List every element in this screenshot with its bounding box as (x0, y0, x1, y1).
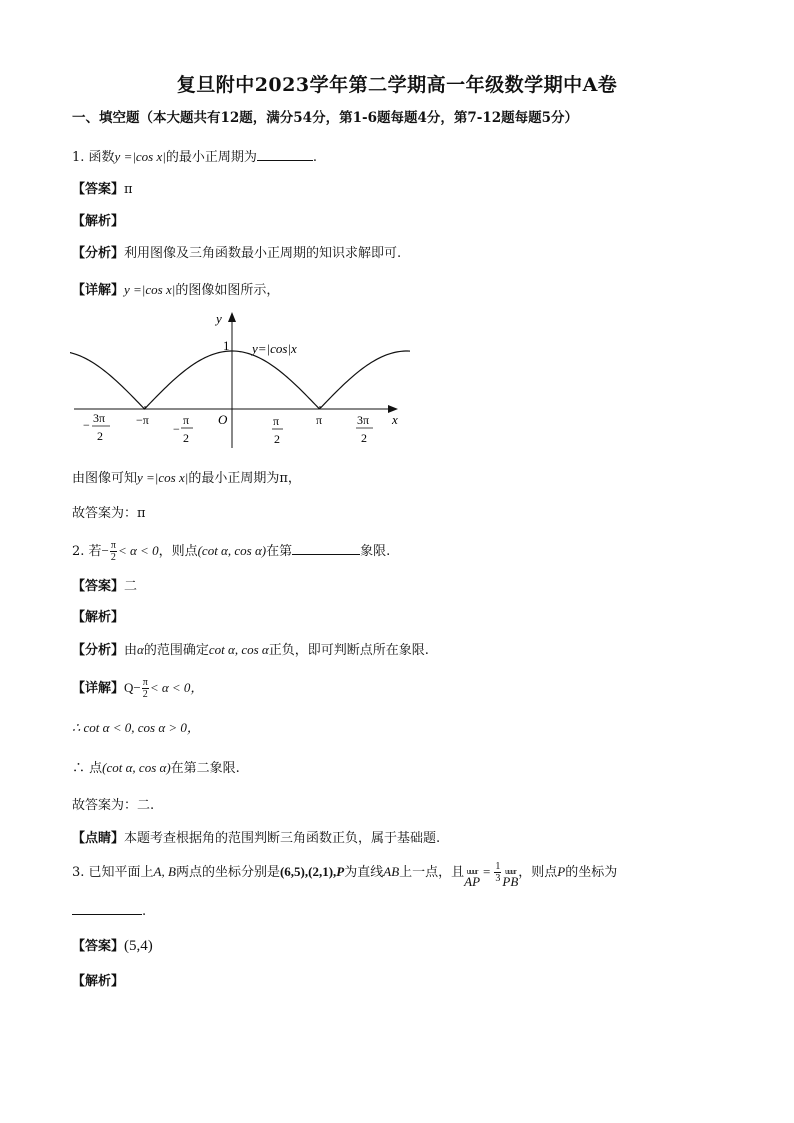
q2-end: 象限. (360, 544, 391, 559)
q1-detail (72, 280, 279, 301)
q3-frac-den: 3 (495, 873, 501, 884)
y-axis-arrow (228, 312, 236, 322)
q2-comment (72, 829, 440, 849)
q3-vec-ap (464, 867, 480, 887)
q1-blank (257, 146, 313, 161)
q2-therefore2-point: (cot α, cos α) (102, 760, 171, 775)
q2-final: 故答案为：二. (72, 798, 155, 813)
q1-final: 故答案为：π (72, 506, 146, 521)
tick-label-minus: − (83, 418, 90, 432)
q2-cond-den: 2 (110, 552, 116, 563)
q2-answer-value: 二 (124, 579, 138, 594)
q2-analysis (72, 608, 124, 628)
y-axis-label: y (216, 311, 222, 326)
detail-tag: 【详解】 (72, 283, 125, 298)
q3-p: P (336, 864, 345, 879)
detail-tag-2: 【详解】 (72, 681, 125, 696)
q2-fenxi-pre: 由 (124, 643, 138, 658)
curve-label: y=|cos|x (252, 341, 297, 356)
tick-label-minus-2: − (173, 422, 180, 436)
q2-detail (72, 677, 203, 700)
tick-label-3pi2-den: 2 (361, 431, 367, 445)
tick-label-neg-pi2-den: 2 (183, 431, 189, 445)
q3-mid4: ，则点 (518, 865, 558, 880)
q3-mid1: 两点的坐标分别是 (175, 865, 280, 880)
q2-detail-minus: − (133, 680, 141, 695)
q3-frac-num: 1 (495, 861, 501, 872)
q1-number: 1. 函数 (72, 150, 115, 165)
q2-fenxi-mid: 的范围确定 (143, 643, 209, 658)
q2-fenxi (72, 640, 429, 661)
tick-label-pi2-num: π (273, 414, 280, 428)
analysis-tag: 【解析】 (72, 214, 125, 229)
fenxi-tag: 【分析】 (72, 246, 125, 261)
q2-therefore2-pre: ∴ 点 (72, 761, 103, 776)
tick-label-neg-pi: −π (136, 413, 149, 427)
q1-conclusion-mid: 的最小正周期为 (188, 471, 280, 486)
q3-coords: (6,5),(2,1), (279, 864, 337, 879)
q2-fenxi-end: 正负，即可判断点所在象限. (268, 643, 429, 658)
q1-fenxi-text: 利用图像及三角函数最小正周期的知识求解即可. (124, 246, 402, 261)
analysis-tag-3: 【解析】 (72, 974, 125, 989)
q2-therefore-2 (72, 758, 240, 779)
tick-label-pi: π (316, 413, 323, 427)
q2-comment-text: 本题考查根据角的范围判断三角函数正负，属于基础题. (124, 831, 441, 846)
q2-fenxi-alpha: α (137, 642, 144, 657)
q3-vec-pb-label: PB (502, 874, 519, 889)
q3-mid2: 为直线 (344, 865, 384, 880)
q3-eq: = (483, 864, 491, 879)
q2-cond-num: π (110, 540, 116, 551)
q2-cond-frac (110, 540, 117, 563)
q3-vec-ap-label: AP (464, 874, 481, 889)
q2-text: 在第 (266, 544, 293, 559)
q1-conclusion-func: y =|cos x| (137, 470, 189, 485)
question-1 (72, 146, 317, 168)
q2-point: (cot α, cos α) (197, 543, 267, 558)
section-heading: 一、填空题（本大题共有12题，满分54分，第1-6题每题4分，第7-12题每题5分） (72, 110, 579, 126)
q3-mid3: 上一点，且 (399, 865, 465, 880)
origin-label: O (218, 412, 228, 427)
x-axis-label: x (392, 412, 398, 427)
q3-end: . (142, 904, 147, 919)
q2-answer (72, 577, 137, 597)
q1-answer (72, 180, 133, 200)
tick-label-neg-3pi2-num: 3π (93, 411, 106, 425)
one-label: 1 (223, 338, 230, 353)
analysis-tag-2: 【解析】 (72, 610, 125, 625)
q2-detail-rest: < α < 0， (149, 680, 204, 695)
q1-conclusion-end: π， (279, 471, 301, 486)
q2-therefore-1: ∴ cot α < 0, cos α > 0， (72, 720, 200, 735)
page-title: 复旦附中2023学年第二学期高一年级数学期中A卷 (176, 74, 618, 96)
q2-detail-frac (142, 677, 149, 700)
question-2 (72, 540, 390, 563)
q2-cond-rest: < α < 0 (117, 543, 159, 558)
q3-vec-ap-mark: uuur (466, 867, 478, 876)
q1-answer-value: π (124, 182, 133, 197)
answer-tag: 【答案】 (72, 182, 125, 197)
q1-conclusion-pre: 由图像可知 (72, 471, 138, 486)
q3-answer-value: (5,4) (124, 938, 153, 954)
tick-label-pi2-den: 2 (274, 432, 280, 446)
tick-label-neg-pi2-num: π (183, 413, 190, 427)
cos-abs-graph (70, 308, 410, 458)
q1-fenxi (72, 244, 401, 264)
q1-conclusion (72, 468, 301, 489)
q2-detail-num: π (142, 677, 148, 688)
q1-detail-text: 的图像如图所示， (175, 283, 280, 298)
q2-minus: − (101, 543, 109, 558)
q1-analysis (72, 212, 124, 232)
q2-number: 2. 若 (72, 544, 102, 559)
q3-line: AB (383, 864, 400, 879)
q3-blank-line (72, 900, 146, 922)
q3-vec-pb (502, 867, 518, 887)
answer-tag-2: 【答案】 (72, 579, 125, 594)
answer-tag-3: 【答案】 (72, 939, 125, 954)
q1-end: . (312, 150, 317, 165)
q3-end-text: 的坐标为 (565, 865, 618, 880)
q2-blank (292, 540, 360, 555)
question-3 (72, 858, 617, 887)
comment-tag: 【点睛】 (72, 831, 125, 846)
tick-label-3pi2-num: 3π (357, 413, 370, 427)
tick-label-neg-3pi2-den: 2 (97, 429, 103, 443)
q2-fenxi-fn: cot α, cos α (208, 642, 269, 657)
q3-answer (72, 936, 153, 957)
q2-therefore2-end: 在第二象限. (170, 761, 240, 776)
q3-blank (72, 900, 142, 915)
q2-detail-q: Q (124, 680, 134, 695)
q3-ab: A, B (153, 864, 176, 879)
q3-vec-pb-mark: uuur (505, 867, 516, 876)
q2-detail-den: 2 (142, 689, 148, 700)
q3-frac (494, 861, 501, 884)
curve (70, 351, 410, 409)
q3-p2: P (557, 864, 566, 879)
q2-mid: ，则点 (158, 544, 198, 559)
q1-text: 的最小正周期为 (165, 150, 257, 165)
q1-function: y =|cos x| (114, 149, 166, 164)
fenxi-tag-2: 【分析】 (72, 643, 125, 658)
q3-analysis (72, 972, 124, 992)
q3-number: 3. 已知平面上 (72, 865, 154, 880)
q1-detail-function: y =|cos x| (124, 282, 176, 297)
